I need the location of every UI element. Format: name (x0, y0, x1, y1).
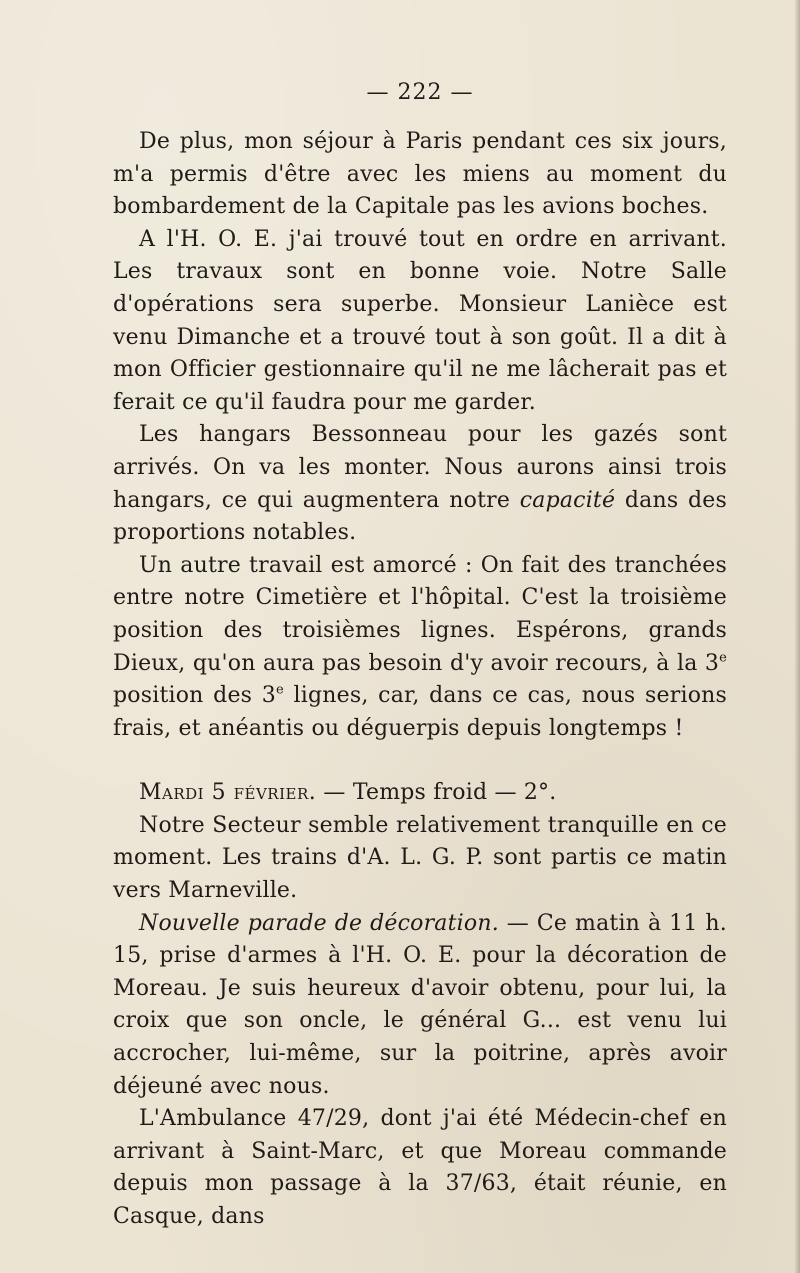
paragraph-hangars (113, 419, 727, 549)
page-number: — 222 — (366, 80, 474, 105)
paragraph-hangars-end: dans des proportions notables. (113, 487, 727, 546)
ordinal-superscript-2: e (276, 682, 284, 698)
paragraph-paris-stay: De plus, mon séjour à Paris pendant ces six jours, m'a permis d'être avec les miens au moment du bombardement de la Capitale pas les avions boches. (113, 129, 727, 220)
paragraph-tranchees-part-2: position des 3 (113, 683, 276, 709)
paragraph-hoe-arrival: A l'H. O. E. j'ai trouvé tout en ordre en arrivant. Les travaux sont en bonne voie. Notre Salle d'opérations sera superbe. Monsieur Lanièce est venu Dimanche et a trouvé tout à son goût. Il a dit à mon Officier gestionnaire qu'il ne me lâcherait pas et ferait ce qu'il faudra pour me garder. (113, 226, 727, 415)
book-page (113, 78, 727, 1234)
paragraph-ambulance: L'Ambulance 47/29, dont j'ai été Médecin-chef en arrivant à Saint-Marc, et que Moreau commande depuis mon passage à la 37/63, était réunie, en Casque, dans (113, 1106, 727, 1229)
paragraph-tranchees-part-1: Un autre travail est amorcé : On fait des tranchées entre notre Cimetière et l'hôpital. C'est la troisième position des troisièmes lignes. Espérons, grands Dieux, qu'on aura pas besoin d'y avoir recours, à la 3 (113, 552, 727, 676)
emphasis-capacite: capacité (519, 487, 616, 513)
paragraph-decoration (113, 908, 727, 1104)
section-title-decoration: Nouvelle parade de décoration. (139, 910, 499, 936)
date-heading: Mardi 5 février. (139, 780, 317, 806)
paragraph-decoration-body: — Ce matin à 11 h. 15, prise d'armes à l'H. O. E. pour la décoration de Moreau. Je suis heureux d'avoir obtenu, pour lui, la croix que son oncle, le général G... est venu lui accrocher, lui-même, sur la poitrine, après avoir déjeuné avec nous. (113, 910, 727, 1099)
weather-note: — Temps froid — 2°. (316, 780, 557, 806)
paragraph-tranchees-part-3: lignes, car, dans ce cas, nous serions frais, et anéantis ou déguerpis depuis longtemps ! (113, 683, 728, 741)
ordinal-superscript-1: e (719, 650, 727, 666)
paragraph-hangars-start: Les hangars Bessonneau pour les gazés sont arrivés. On va les monter. Nous aurons ainsi trois hangars, ce qui augmentera notre (113, 422, 727, 513)
paragraph-tranchees (113, 550, 727, 746)
date-entry-heading (113, 777, 727, 810)
paragraph-secteur: Notre Secteur semble relativement tranquille en ce moment. Les trains d'A. L. G. P. sont partis ce matin vers Marneville. (113, 812, 727, 904)
page-edge-shadow (794, 0, 800, 1273)
